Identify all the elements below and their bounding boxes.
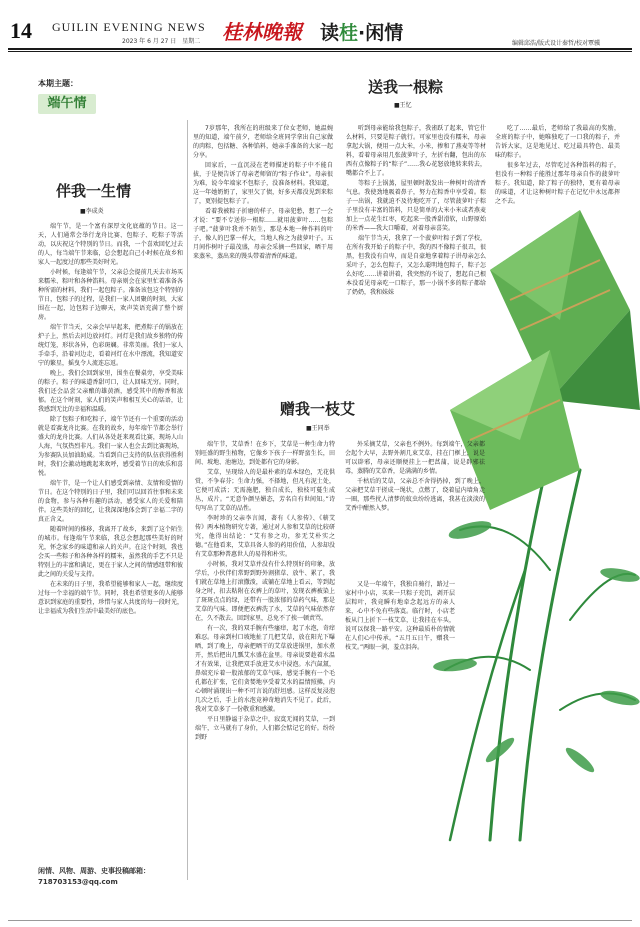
column-divider — [187, 120, 188, 880]
paragraph: 端午节，是一个富有深厚文化底蕴的节日。这一天，人们通常会举行龙舟比赛、包粽子、吃粽子等活动，以庆祝这个特别的节日。而我，一个喜欢回忆过去的人，每当端午节来临，总会想起自己小时候在故乡和家人一起度过的那些美好时光。 — [38, 223, 183, 266]
paper-english-name: GUILIN EVENING NEWS — [52, 20, 206, 34]
submission-note — [38, 866, 186, 888]
paragraph: 回家后，一直沉浸在老师描述的粽子中不能自拔，于是便告诉了母亲老师留的“粽子作业”。母亲很为难，说今年端家不包粽子，没准备材料。我知道，这一年她奶奶了，家里欠了债，好多天都没见到来粽了，更别提包粽子了。 — [193, 162, 333, 205]
paragraph: 小时候，我对艾草并没有什么特别好的印象，放学后，小伙伴们常野到野外割猪草、放牛、累了，我们就在草地上打滚撒泼，或躺在草地上看云，等到起身之时，扣去粘附在衣裤上的草叶，发现衣裤被染上了斑斑点点的绿，还带有一股浓郁的草药气味，那是艾草的气味。即便把衣裤洗了水，艾草的气味依然存在，久不散去。回到家里，总免不了挨一顿责骂。 — [195, 561, 335, 622]
paragraph: 看着我被粽子折磨的样子，母亲犯愁，想了一会才说：“要不专送你一根粽……就用菠萝叶……包粽子吧。”菠萝叶我并不陌生，那是本地一种作料的叶子，像人的巴掌一样大，当地人称之为菠萝叶子。五月间作树叶子最茂盛，母亲会采摘一些回家，晒干用来蒸米，蒸出来的馒头带着清香的味道。 — [193, 208, 333, 260]
topic-label: 本期主题： — [38, 79, 78, 88]
paragraph: 有一次，我的双手腕有些瘙痒，起了水泡，奇痒难忍。母亲到村口坡地扯了几把艾草，放在阳光下曝晒，到了晚上，母亲把晒干的艾草放进锅里，加水煮开，然后把出几瓢艾水盛在盆里。母亲说要趁着水温才有效果，让我把双手放进艾水中浸泡。水汽氤氲，鼻端充斥着一股浓郁的艾草气味，感觉手腕有一个毛孔都在扩张，它们贪婪地享受着艾水的温情照拂，内心顿时涌现出一种不可言说的舒坦感。这样反复浸泡几次之后，手上的水泡竟神奇地消失不见了。此后，我对艾草多了一份敬重和感激。 — [195, 625, 335, 713]
section-highlight: 桂 — [339, 22, 359, 44]
paragraph: 除了包粽子和吃粽子，端午节还有一个重要的活动就是看赛龙舟比赛。在我的故乡，每年端午节都会举行盛大的龙舟比赛。人们从各处赶来观看比赛，现场人山人海，气氛热烈非凡。我们一家人也会去到比赛现场，为参赛队员加油助威。当看到自己支持的队伍获得胜利时，我们会激动地跳起来欢呼，感受着节日的欢乐和喜悦。 — [38, 416, 183, 477]
submission-label: 闲情、风物、周游、史事投稿邮箱： — [38, 867, 150, 875]
paragraph: 平日里静谧于杂草之中，寂寞无闻的艾草，一到端午，立马就有了身价，人们都会惦记它的好。纷纷到野 — [195, 716, 335, 741]
paragraph: 听到母亲能给我包粽子，我雀跃了起来，管它什么材料，只要是粽子就行。可家里也没有糯米，母亲拿起大锅，便用一点大米，小米，掺和了燕麦等等材料，看着母亲用几张菠萝叶子，左折右翻，包出的东西有点像粽子的“粽子”……我心花怒放地转来转去，嘴都合不上了。 — [346, 125, 486, 177]
article-2-column-a — [193, 124, 333, 379]
article-3-column-c — [345, 580, 455, 690]
article-author-1: ■李成炎 — [80, 208, 104, 215]
page-number: 14 — [10, 18, 32, 43]
paragraph: 千枯后的艾草，父亲总不舍得扔掉，到了晚上，父亲把艾草干搓成一绳状，点燃了，绕着屋内墙角走一圈，那些扰人清梦的蚊虫纷纷逃离，我甚在淡淡的艾香中酣然入梦。 — [345, 478, 485, 512]
paragraph: 7岁那年，我所在的班级来了位女老师，她温婉里的知道，端午前夕，老师给全班同学拿出自己家做的肉粽，包括糖、各种馅料，她亲手准备的大家一起分享。 — [193, 125, 333, 159]
footer-rule — [8, 920, 632, 921]
article-author-2: ■王忆 — [394, 102, 412, 109]
section-title — [320, 18, 403, 45]
paragraph: 晚上，我们会回到家里，围坐在餐桌旁，享受美味的粽子。粽子的味道香甜可口，让人回味无穷。同时，我们还会品尝父亲酿的雄黄酒，感受其中的醇香和浓郁。在这个时刻，家人们的笑声和相互关心的话语，让我感到无比的幸福和温暖。 — [38, 370, 183, 413]
article-title-1: 伴我一生情 — [56, 182, 132, 200]
header-rule-thin — [8, 51, 632, 52]
submission-email: 718703153@qq.com — [38, 878, 118, 886]
section-suffix: ·闲情 — [358, 22, 404, 44]
paragraph: 端午节当天，父亲会早早起来，把煮粽子的锅放在炉子上，然后去河边放河灯。河灯是我们故乡独特的传统灯笼，形状各异，色彩斑斓。非常美丽。我们一家人手牵手，沿着河边走，看着河灯在水中漂流，我知道安宁的繁星，摇曳令人流连忘返。 — [38, 324, 183, 367]
paragraph: 在未来的日子里，我希望能够和家人一起，继续度过每一个幸福的端午节。同时，我也希望更多的人能够意识到家庭的重要性，珍惜与家人共度的每一段时光，让幸福成为我们生活中最美好的底色。 — [38, 581, 183, 615]
article-title-2: 送我一根粽 — [368, 78, 444, 96]
article-body-1 — [38, 222, 183, 832]
paragraph: 端午节，是一个让人们感受到亲情、友情和爱情的节日。在这个特别的日子里，我们可以回首往事和未来的食物，参与各种有趣的活动，感受家人的关爱和陪伴。这些美好的回忆，让我深深地体会到了幸福二字的真正含义。 — [38, 480, 183, 523]
paragraph: 端午节，艾草香！在乡下，艾草是一种生命力特别旺盛的野生植物，它像乡下孩子一样野蛮生长，田间、坡地、池塘边，到处都有它的身影。 — [195, 441, 335, 466]
paragraph: 外采摘艾草，父亲也不例外。每到端午，父亲都会起个大早，去野外割几束艾草，挂在门框上，说是可以辟邪，母亲还顺便挂上一把菖蒲，说是辟邪祛毒，蒸腾的艾草香，是满满的乡情。 — [345, 441, 485, 475]
paragraph: 李时珍的父亲李言闻，著有《人参传》、《蕲艾传》两本植物研究专著，通过对人参和艾草的比较研究，他得出结论：“艾有参之功，参无艾朴实之德。”在他看来，艾草具备人参的药用价值，人参却没有艾草那种普惠世人的易得和朴实。 — [195, 515, 335, 558]
paragraph: 小时候，每逢端午节，父亲总会提前几天去市场买来糯米、粽叶和各种馅料。母亲则会在家里忙着准备各种所需的材料，我们一起包粽子。准备该包这个特别的节日，包粽子的过程，是我们一家人团聚的时刻，大家围在一起，边包粽子边聊天，欢声笑语充满了整个厨房。 — [38, 269, 183, 321]
article-title-3: 赠我一枝艾 — [280, 400, 356, 418]
section-prefix: 读 — [320, 22, 340, 44]
paragraph: 又是一年端午，我独自骑行，路过一家村中小店，买来一只粽子充饥，剥开层层粽叶，我竟瞬有地牵念起远方的亲人来，心中不免有些落寞。临行时，小店老板从门上折下一枝艾草，让我挂在车头，说可以保我一路平安。这种最质朴的情就在人们心中传承。“五月五日午，赠我一枝艾。”两眼一润，羞点泪奔。 — [345, 581, 455, 651]
topic-badge: 端午情 — [38, 94, 96, 114]
article-author-3: ■王同举 — [306, 425, 330, 432]
paragraph: 随着时间的推移，我离开了故乡，来到了这个陌生的城市。每逢端午节来临，我总会想起那些美好的时光，怀念家乡的味道和亲人的关声。在这个时刻，我也会买一些粽子和各种各样的糯米，虽然我的手艺不只是特别上的丰富和满足，更在于家人之间的情感纽带和彼此之间的关爱与支持。 — [38, 526, 183, 578]
issue-date: 2023 年 6 月 27 日 星期二 — [122, 38, 201, 45]
article-3-column-a — [195, 440, 335, 915]
editor-credits: 编辑邱浩/版式设计秦哲/校对覃骥 — [512, 40, 601, 47]
paragraph: 端午节当天，我拿了一个菠萝叶粽子到了学校，在所有我开始子的粽子中，我的四不像粽子很丑，很黑，但我没有自卑，而是自豪地拿着粽子讲母亲怎么采叶子，怎么包粽子，又怎么聪明地包粽子，粽子怎么好吃……讲着讲着，我突然的不说了，想起自己根本没看见母亲吃一口粽子，那一小锅不多的粽子都给了奶奶，我和妹妹 — [346, 235, 486, 296]
paragraph: 等粽子上锅蒸，屋里顿时散发出一种树叶的清香气息。我使劲地吸着鼻子，努力在粽香中享受着。粽子一出锅，我就迫不及待地吃开了，尽管菠萝叶子粽子里没有丰富的馅料，只是简单的大米小米或者燕麦加上一点花生红枣，吃起来一股香甜滑软，山野原始的米香——我大口嚼着，对着母亲喜笑。 — [346, 180, 486, 232]
newspaper-logo: 桂林晚報 — [222, 22, 302, 44]
header-rule — [8, 48, 632, 50]
paragraph: 艾草，呈现给人的是最朴素的草本绿色，无花供赏，不争春芬；生命力强，不择地，但凡有泥土处，它便可成活；无需施肥，独自成长，独枝可蔓生成丛，成片。“无意争颜呈媚态，芳名自有世间知。”诗句写出了艾草的品性。 — [195, 469, 335, 512]
paragraph: 很多年过去，尽管吃过各种馅料的粽子，但没有一种粽子能胜过那年母亲自作的菠萝叶粽子。我知道，除了粽子的独特，更有着母亲的味道，才让这种树叶粽子在记忆中永远都挥之不去。 — [495, 162, 620, 205]
article-3-column-b — [345, 440, 485, 578]
paragraph: 吃了……最后，老师给了我最高的奖励，全班的粽子中，她唯独吃了一口我的粽子，并告诉大家，这是地见过、吃过最具特色、最美味的粽子。 — [495, 125, 620, 159]
